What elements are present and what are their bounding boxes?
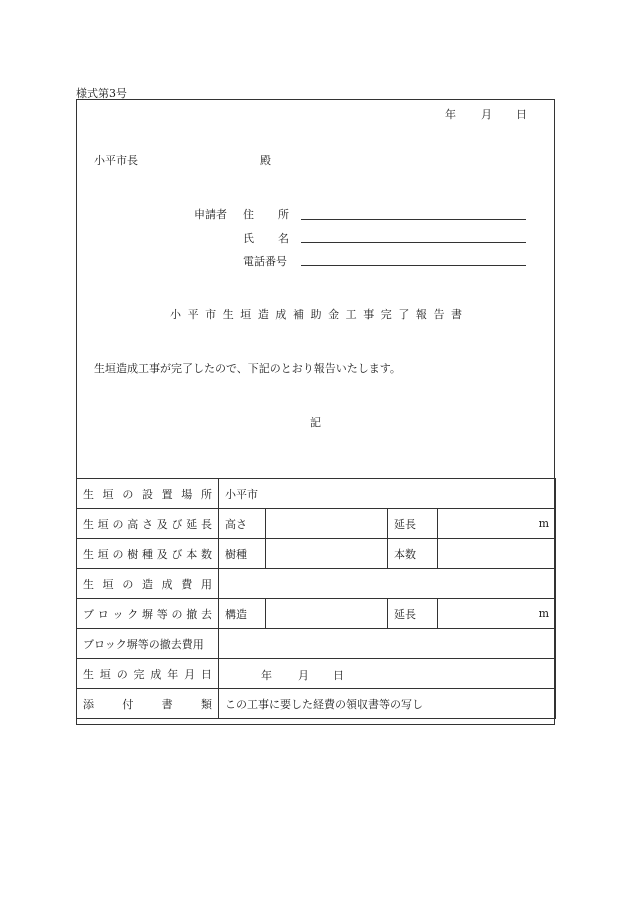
date-year: 年 — [445, 108, 456, 121]
row-label-char: 完 — [133, 667, 145, 681]
title-char: 工 — [345, 308, 357, 321]
row-label-char: ク — [127, 607, 139, 621]
row-label-char: 数 — [201, 547, 212, 561]
title-char: 書 — [451, 308, 462, 321]
row-label-char: ッ — [112, 607, 124, 621]
row-label-species-count — [77, 539, 219, 569]
row-label-char: 垣 — [102, 487, 114, 501]
table-row — [77, 569, 556, 599]
title-char: 生 — [222, 308, 234, 321]
row-label-char: 付 — [122, 697, 134, 711]
title-char: 補 — [292, 308, 304, 321]
date-month: 月 — [481, 108, 492, 121]
name-label-1: 氏 — [243, 232, 254, 245]
row-label-char: 生 — [83, 667, 94, 681]
row-label-char: の — [171, 607, 183, 621]
address-label-2: 所 — [278, 208, 289, 221]
removal-length-input[interactable]: m — [438, 599, 556, 629]
row-label-char: 高 — [127, 517, 139, 531]
row-label-char: 置 — [161, 487, 173, 501]
table-row — [77, 509, 556, 539]
statement-text: 生垣造成工事が完了したので、下記のとおり報告いたします。 — [94, 362, 401, 375]
length-label: 延長 — [388, 509, 438, 539]
row-label-location — [77, 479, 219, 509]
title-char: 成 — [275, 308, 287, 321]
table-row — [77, 689, 556, 719]
completion-day: 日 — [333, 669, 344, 682]
completion-date-value[interactable] — [219, 659, 556, 689]
ki-mark: 記 — [310, 416, 321, 429]
row-label-char: 樹 — [127, 547, 139, 561]
table-row — [77, 629, 556, 659]
row-label-char: 垣 — [102, 577, 114, 591]
height-input[interactable] — [266, 509, 388, 539]
details-table — [76, 478, 556, 719]
row-label-char: 去 — [201, 607, 212, 621]
row-label-char: 及 — [156, 517, 168, 531]
species-input[interactable] — [266, 539, 388, 569]
count-input[interactable] — [438, 539, 556, 569]
row-label-char: 生 — [83, 577, 94, 591]
row-label-height-length — [77, 509, 219, 539]
row-label-char: 費 — [181, 577, 193, 591]
completion-month: 月 — [298, 669, 309, 682]
row-label-char: の — [116, 667, 128, 681]
row-label-char: 書 — [161, 697, 173, 711]
row-label-char: の — [112, 547, 124, 561]
row-label-char: 垣 — [99, 667, 111, 681]
row-label-char: 日 — [200, 667, 212, 681]
title-char: 事 — [363, 308, 375, 321]
row-label-char: 造 — [141, 577, 153, 591]
row-label-char: 添 — [83, 697, 94, 711]
row-label-char: 塀 — [142, 607, 153, 621]
title-char: 助 — [310, 308, 322, 321]
title-char: 市 — [205, 308, 217, 321]
row-label-char: 延 — [186, 517, 198, 531]
title-char: 金 — [328, 308, 340, 321]
title-char: 造 — [257, 308, 269, 321]
removal-cost-value[interactable] — [219, 629, 556, 659]
phone-underline[interactable] — [301, 265, 526, 266]
name-underline[interactable] — [301, 242, 526, 243]
title-char: 了 — [398, 308, 410, 321]
form-number: 様式第3号 — [76, 87, 127, 100]
row-label-char: の — [122, 487, 134, 501]
length-input[interactable]: m — [438, 509, 556, 539]
row-label-char: 種 — [142, 547, 153, 561]
row-label-char: の — [122, 577, 134, 591]
row-label-char: 年 — [167, 667, 179, 681]
row-label-removal-cost — [77, 629, 219, 659]
row-label-char: 及 — [156, 547, 168, 561]
document-title — [170, 306, 462, 322]
title-char: 小 — [170, 308, 181, 321]
row-label-char: 垣 — [97, 547, 109, 561]
row-label-char: び — [171, 547, 183, 561]
count-label: 本数 — [388, 539, 438, 569]
name-label-2: 名 — [278, 232, 289, 245]
row-label-char: 等 — [156, 607, 168, 621]
title-char: 平 — [187, 308, 199, 321]
title-char: 告 — [433, 308, 445, 321]
location-value[interactable]: 小平市 — [219, 479, 556, 509]
table-row — [77, 479, 556, 509]
title-char: 完 — [380, 308, 392, 321]
row-label-char: 生 — [83, 547, 94, 561]
table-row — [77, 539, 556, 569]
row-label-char: 場 — [181, 487, 193, 501]
row-label-char: 所 — [200, 487, 212, 501]
table-row — [77, 659, 556, 689]
row-label-char: 設 — [141, 487, 153, 501]
title-char: 報 — [415, 308, 427, 321]
row-label-char: 生 — [83, 517, 94, 531]
addressee-honorific: 殿 — [260, 154, 271, 167]
row-label-char: 垣 — [97, 517, 109, 531]
row-label-char: 長 — [201, 517, 212, 531]
structure-label: 構造 — [219, 599, 266, 629]
address-underline[interactable] — [301, 219, 526, 220]
applicant-label: 申請者 — [194, 208, 227, 221]
structure-input[interactable] — [266, 599, 388, 629]
row-label-char: 成 — [161, 577, 173, 591]
row-label-block-removal — [77, 599, 219, 629]
row-label-char: 月 — [184, 667, 196, 681]
table-row — [77, 599, 556, 629]
title-char: 垣 — [240, 308, 252, 321]
phone-label: 電話番号 — [243, 255, 287, 268]
row-label-char: ブ — [83, 607, 94, 621]
attachments-value: この工事に要した経費の領収書等の写し — [219, 689, 556, 719]
row-label-char: 用 — [200, 577, 212, 591]
row-label-char: ロ — [97, 607, 109, 621]
row-label-char: 撤 — [186, 607, 198, 621]
completion-year: 年 — [261, 669, 272, 682]
removal-length-label: 延長 — [388, 599, 438, 629]
cost-value[interactable] — [219, 569, 556, 599]
date-day: 日 — [516, 108, 527, 121]
row-label-attachments — [77, 689, 219, 719]
row-label-char: さ — [142, 517, 153, 531]
row-label-char: ブロック塀等の撤去費用 — [83, 637, 204, 651]
address-label-1: 住 — [243, 208, 254, 221]
row-label-char: 本 — [186, 547, 198, 561]
species-label: 樹種 — [219, 539, 266, 569]
row-label-char: び — [171, 517, 183, 531]
row-label-char: 類 — [200, 697, 212, 711]
row-label-char: 成 — [150, 667, 162, 681]
row-label-completion-date — [77, 659, 219, 689]
height-label: 高さ — [219, 509, 266, 539]
row-label-cost — [77, 569, 219, 599]
addressee-name: 小平市長 — [94, 154, 138, 167]
row-label-char: の — [112, 517, 124, 531]
row-label-char: 生 — [83, 487, 94, 501]
